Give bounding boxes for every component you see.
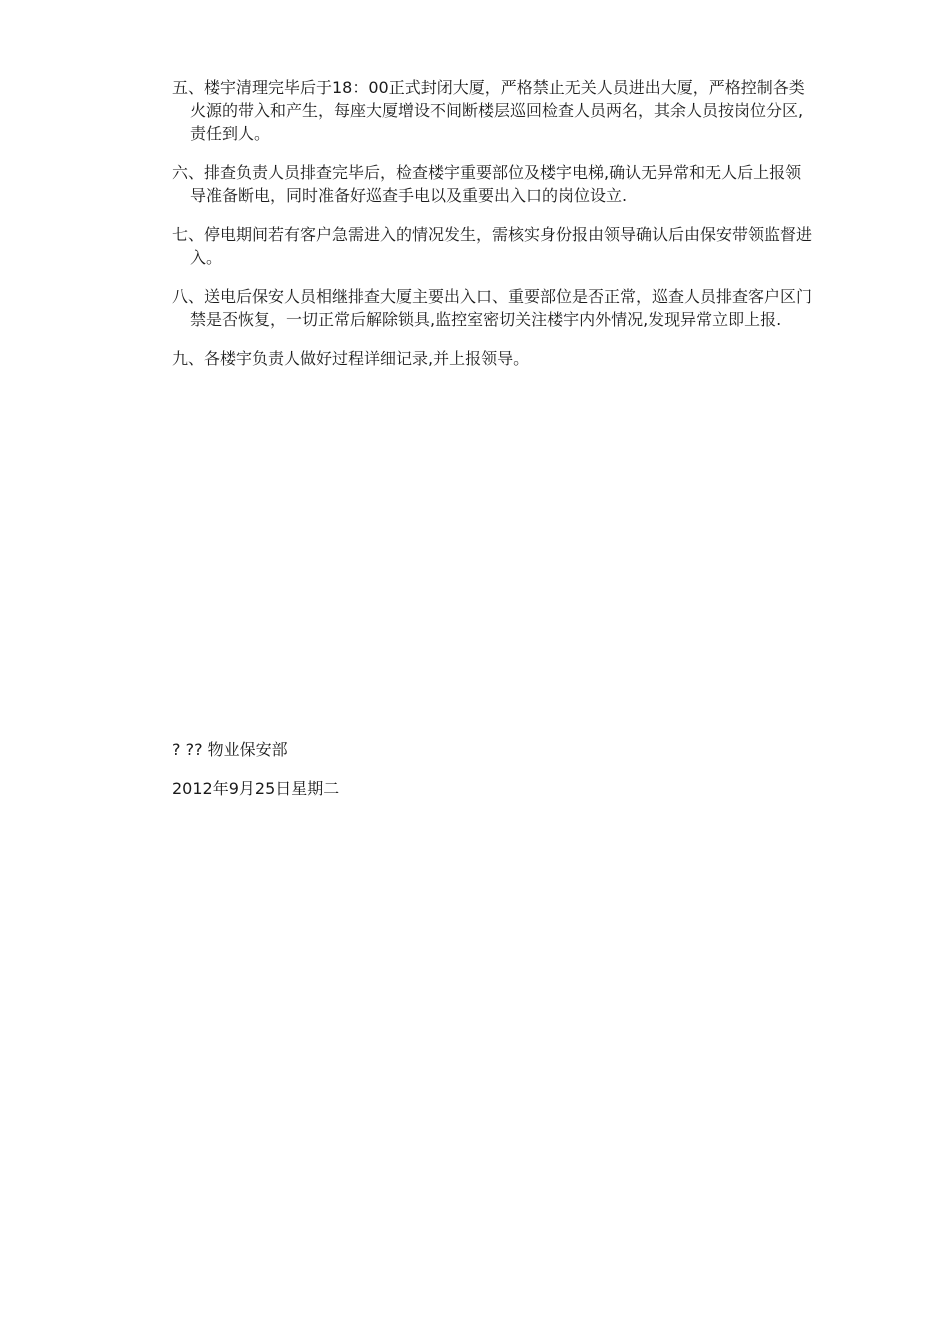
list-item: 五、楼宇清理完毕后于18：00正式封闭大厦，严格禁止无关人员进出大厦，严格控制各类火源的带入和产生，每座大厦增设不间断楼层巡回检查人员两名，其余人员按岗位分区,责任到人。	[172, 78, 805, 143]
department-name: ? ?? 物业保安部	[172, 740, 288, 759]
document-body	[172, 76, 812, 386]
list-item: 九、各楼宇负责人做好过程详细记录,并上报领导。	[172, 349, 530, 368]
document-date: 2012年9月25日星期二	[172, 779, 340, 798]
list-item: 八、送电后保安人员相继排查大厦主要出入口、重要部位是否正常，巡查人员排查客户区门禁是否恢复，一切正常后解除锁具,监控室密切关注楼宇内外情况,发现异常立即上报.	[172, 287, 813, 329]
list-item: 六、排查负责人员排查完毕后，检查楼宇重要部位及楼宇电梯,确认无异常和无人后上报领导准备断电，同时准备好巡查手电以及重要出入口的岗位设立.	[172, 163, 802, 205]
document-footer	[172, 738, 812, 816]
list-item: 七、停电期间若有客户急需进入的情况发生，需核实身份报由领导确认后由保安带领监督进入。	[172, 225, 813, 267]
